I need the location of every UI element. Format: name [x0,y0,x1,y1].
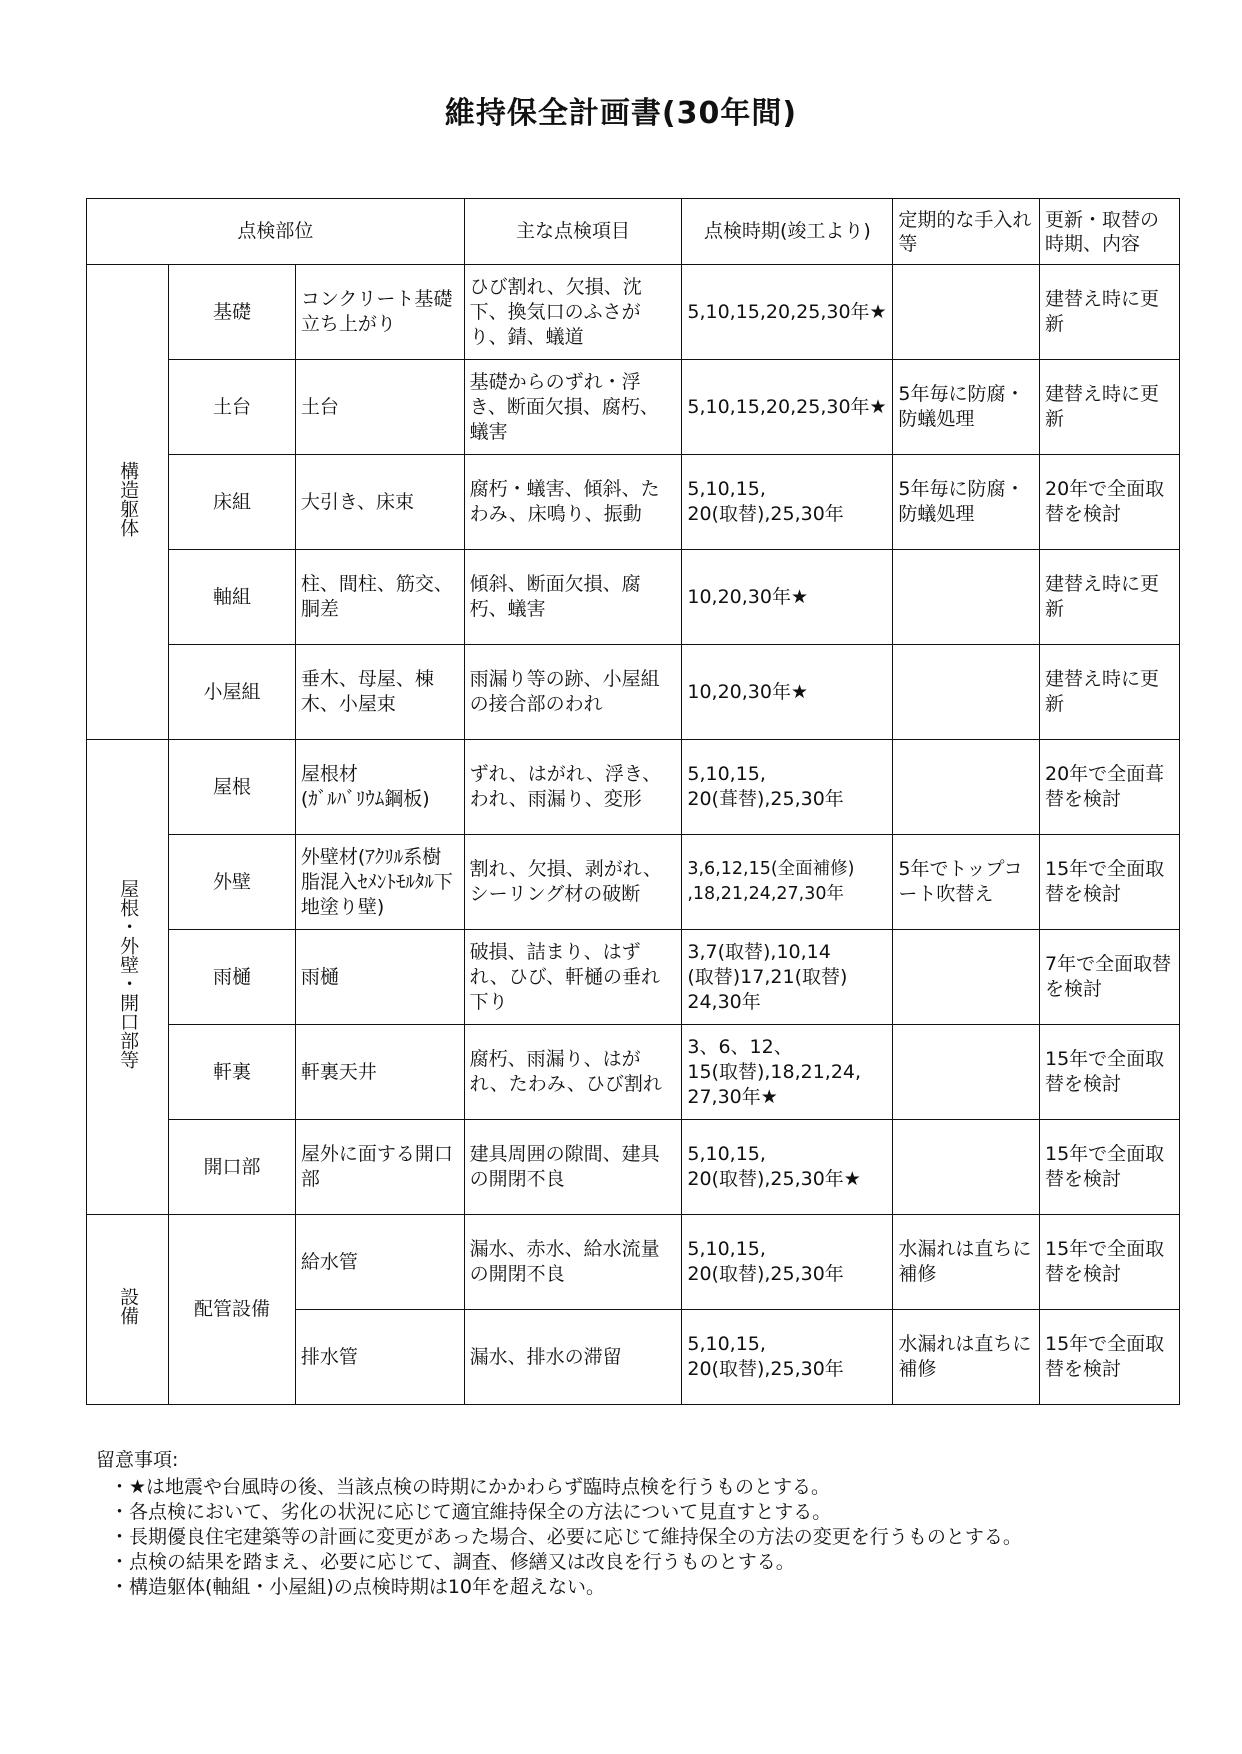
header-part: 点検部位 [87,199,465,265]
part-cell: 軸組 [169,550,296,645]
detail-cell: 屋根材 (ｶﾞﾙﾊﾞﾘｳﾑ鋼板) [295,740,464,835]
renewal-cell: 15年で全面取替を検討 [1040,835,1180,930]
table-row [87,645,1180,740]
table-row [87,455,1180,550]
items-cell: 基礎からのずれ・浮き、断面欠損、腐朽、蟻害 [464,360,682,455]
items-cell: 割れ、欠損、剥がれ、シーリング材の破断 [464,835,682,930]
maintenance-cell [893,930,1040,1025]
detail-cell: 排水管 [295,1310,464,1405]
maintenance-cell: 5年毎に防腐・防蟻処理 [893,455,1040,550]
timing-cell: 10,20,30年★ [682,550,893,645]
items-cell: 腐朽、雨漏り、はがれ、たわみ、ひび割れ [464,1025,682,1120]
note-item: ・長期優良住宅建築等の計画に変更があった場合、必要に応じて維持保全の方法の変更を行うものとする。 [110,1526,1022,1548]
maintenance-plan-table [86,198,1180,1405]
items-cell: 破損、詰まり、はずれ、ひび、軒樋の垂れ下り [464,930,682,1025]
renewal-cell: 7年で全面取替を検討 [1040,930,1180,1025]
note-item: ・点検の結果を踏まえ、必要に応じて、調査、修繕又は改良を行うものとする。 [110,1551,795,1573]
items-cell: 雨漏り等の跡、小屋組の接合部のわれ [464,645,682,740]
part-cell: 開口部 [169,1120,296,1215]
timing-cell: 5,10,15, 20(葺替),25,30年 [682,740,893,835]
timing-cell: 3,7(取替),10,14 (取替)17,21(取替) 24,30年 [682,930,893,1025]
detail-cell: 土台 [295,360,464,455]
group-roof [87,740,169,1215]
part-cell: 屋根 [169,740,296,835]
renewal-cell: 建替え時に更新 [1040,360,1180,455]
renewal-cell: 15年で全面取替を検討 [1040,1310,1180,1405]
part-cell: 雨樋 [169,930,296,1025]
renewal-cell: 15年で全面取替を検討 [1040,1120,1180,1215]
note-item: ・各点検において、劣化の状況に応じて適宜維持保全の方法について見直すとする。 [110,1501,832,1523]
notes-heading: 留意事項: [96,1449,179,1471]
part-cell: 床組 [169,455,296,550]
part-cell: 外壁 [169,835,296,930]
items-cell: 建具周囲の隙間、建具の開閉不良 [464,1120,682,1215]
group-structure [87,265,169,740]
renewal-cell: 建替え時に更新 [1040,550,1180,645]
table-header-row [87,199,1180,265]
renewal-cell: 15年で全面取替を検討 [1040,1025,1180,1120]
detail-cell: コンクリート基礎立ち上がり [295,265,464,360]
group-equipment-label: 設備 [117,1287,140,1325]
group-roof-label: 屋根・外壁・開口部等 [117,878,140,1069]
detail-cell: 大引き、床束 [295,455,464,550]
detail-cell: 軒裏天井 [295,1025,464,1120]
timing-cell: 5,10,15, 20(取替),25,30年 [682,1215,893,1310]
part-cell: 土台 [169,360,296,455]
table-row [87,360,1180,455]
table-row [87,1025,1180,1120]
note-item: ・構造躯体(軸組・小屋組)の点検時期は10年を超えない。 [110,1576,606,1598]
table-row [87,550,1180,645]
note-item: ・★は地震や台風時の後、当該点検の時期にかかわらず臨時点検を行うものとする。 [110,1476,831,1498]
detail-cell: 柱、間柱、筋交、胴差 [295,550,464,645]
header-maintenance: 定期的な手入れ等 [893,199,1040,265]
header-renewal: 更新・取替の時期、内容 [1040,199,1180,265]
renewal-cell: 20年で全面取替を検討 [1040,455,1180,550]
part-cell: 軒裏 [169,1025,296,1120]
detail-cell: 雨樋 [295,930,464,1025]
notes-section [96,1448,1022,1600]
timing-cell: 5,10,15,20,25,30年★ [682,265,893,360]
table-row [87,265,1180,360]
items-cell: 傾斜、断面欠損、腐朽、蟻害 [464,550,682,645]
items-cell: ずれ、はがれ、浮き、われ、雨漏り、変形 [464,740,682,835]
detail-cell: 屋外に面する開口部 [295,1120,464,1215]
table-row [87,930,1180,1025]
maintenance-cell [893,1025,1040,1120]
maintenance-cell [893,740,1040,835]
detail-cell: 垂木、母屋、棟木、小屋束 [295,645,464,740]
maintenance-cell [893,550,1040,645]
maintenance-cell [893,1120,1040,1215]
timing-cell: 3,6,12,15(全面補修) ,18,21,24,27,30年 [682,835,893,930]
maintenance-cell: 水漏れは直ちに補修 [893,1310,1040,1405]
renewal-cell: 15年で全面取替を検討 [1040,1215,1180,1310]
part-cell: 基礎 [169,265,296,360]
table-row [87,1120,1180,1215]
part-cell: 配管設備 [169,1215,296,1405]
timing-cell: 5,10,15, 20(取替),25,30年 [682,455,893,550]
timing-cell: 3、6、12、 15(取替),18,21,24, 27,30年★ [682,1025,893,1120]
table-row [87,1215,1180,1310]
detail-cell: 外壁材(ｱｸﾘﾙ系樹脂混入ｾﾒﾝﾄﾓﾙﾀﾙ下地塗り壁) [295,835,464,930]
part-cell: 小屋組 [169,645,296,740]
timing-cell: 5,10,15,20,25,30年★ [682,360,893,455]
group-structure-label: 構造躯体 [117,460,140,537]
renewal-cell: 建替え時に更新 [1040,265,1180,360]
table-row [87,740,1180,835]
items-cell: ひび割れ、欠損、沈下、換気口のふさがり、錆、蟻道 [464,265,682,360]
maintenance-cell [893,265,1040,360]
timing-cell: 5,10,15, 20(取替),25,30年 [682,1310,893,1405]
maintenance-cell: 5年でトップコート吹替え [893,835,1040,930]
maintenance-cell: 水漏れは直ちに補修 [893,1215,1040,1310]
header-timing: 点検時期(竣工より) [682,199,893,265]
page-title: 維持保全計画書(30年間) [444,96,798,131]
table-row [87,835,1180,930]
group-equipment [87,1215,169,1405]
items-cell: 漏水、排水の滞留 [464,1310,682,1405]
timing-cell: 10,20,30年★ [682,645,893,740]
items-cell: 腐朽・蟻害、傾斜、たわみ、床鳴り、振動 [464,455,682,550]
renewal-cell: 建替え時に更新 [1040,645,1180,740]
detail-cell: 給水管 [295,1215,464,1310]
maintenance-cell [893,645,1040,740]
header-items: 主な点検項目 [464,199,682,265]
maintenance-cell: 5年毎に防腐・防蟻処理 [893,360,1040,455]
renewal-cell: 20年で全面葺替を検討 [1040,740,1180,835]
timing-cell: 5,10,15, 20(取替),25,30年★ [682,1120,893,1215]
items-cell: 漏水、赤水、給水流量の開閉不良 [464,1215,682,1310]
